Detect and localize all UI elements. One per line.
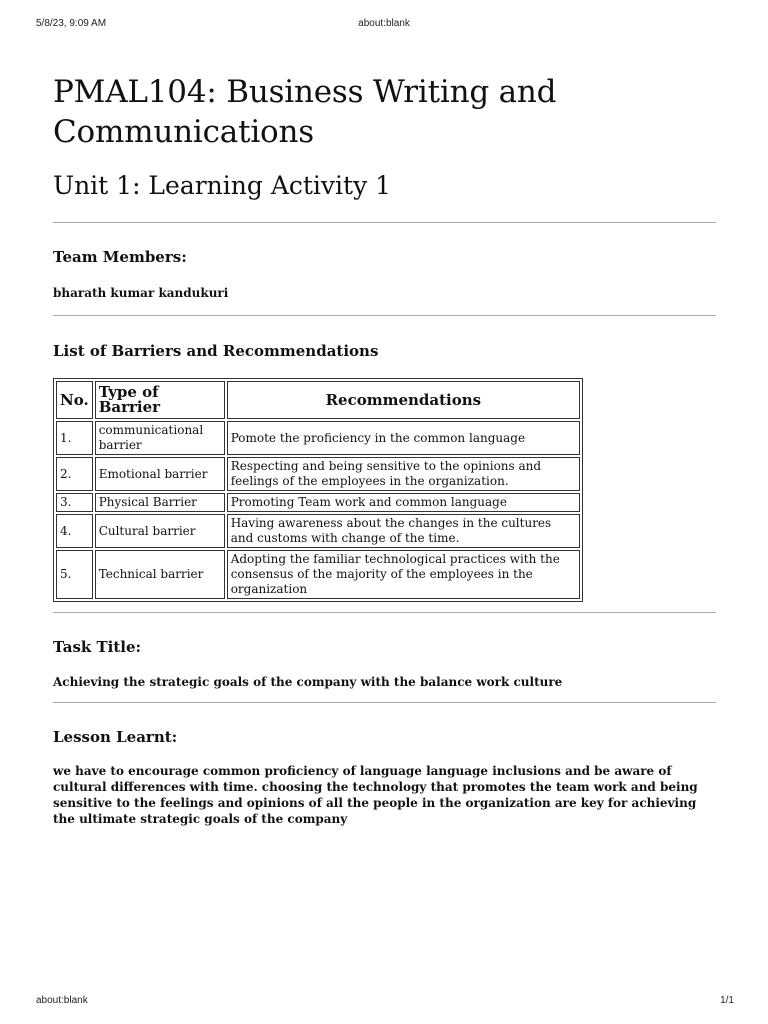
table-row: [56, 493, 580, 512]
lesson-learnt-heading: Lesson Learnt:: [53, 728, 178, 746]
print-datetime: 5/8/23, 9:09 AM: [36, 18, 107, 29]
barrier-type: Technical barrier: [95, 550, 225, 599]
unit-heading: Unit 1: Learning Activity 1: [53, 171, 392, 200]
barrier-recommendation: Promoting Team work and common language: [227, 493, 580, 512]
table-row: [56, 550, 580, 599]
row-number: 5.: [56, 550, 93, 599]
print-footer: [0, 992, 768, 1012]
divider: [53, 222, 716, 223]
barrier-type: Physical Barrier: [95, 493, 225, 512]
print-page-title: about:blank: [358, 18, 410, 29]
barrier-recommendation: Respecting and being sensitive to the opinions and feelings of the employees in the organization.: [227, 457, 580, 491]
task-title-text: Achieving the strategic goals of the company with the balance work culture: [53, 675, 563, 689]
document-body: [53, 72, 716, 827]
document-title: PMAL104: Business Writing and Communications: [53, 74, 557, 150]
barrier-recommendation: Adopting the familiar technological practices with the consensus of the majority of the employees in the organization: [227, 550, 580, 599]
barriers-heading: List of Barriers and Recommendations: [53, 342, 379, 360]
table-row: [56, 421, 580, 455]
barrier-type: Cultural barrier: [95, 514, 225, 548]
column-header-recommendations: Recommendations: [227, 381, 580, 419]
row-number: 1.: [56, 421, 93, 455]
table-row: [56, 514, 580, 548]
print-header: [0, 0, 768, 29]
column-header-no: No.: [56, 381, 93, 419]
task-title-heading: Task Title:: [53, 638, 142, 656]
lesson-learnt-text: we have to encourage common proficiency of language language inclusions and be aware of cultural differences with time. choosing the technology that promotes the team work and being sensitive to the feelings and opinions of all the people in the organization are key for achieving the ultimate strategic goals of the company: [53, 764, 698, 826]
divider: [53, 315, 716, 316]
print-page-number: 1/1: [720, 995, 734, 1006]
team-member-name: bharath kumar kandukuri: [53, 286, 229, 300]
barriers-table: [53, 378, 583, 602]
row-number: 2.: [56, 457, 93, 491]
divider: [53, 612, 716, 613]
print-footer-url: about:blank: [36, 995, 88, 1006]
barrier-type: Emotional barrier: [95, 457, 225, 491]
barrier-recommendation: Having awareness about the changes in the cultures and customs with change of the time.: [227, 514, 580, 548]
divider: [53, 702, 716, 703]
team-members-heading: Team Members:: [53, 248, 187, 266]
table-row: [56, 457, 580, 491]
row-number: 3.: [56, 493, 93, 512]
column-header-type: Type of Barrier: [95, 381, 225, 419]
table-header-row: [56, 381, 580, 419]
barrier-type: communicational barrier: [95, 421, 225, 455]
row-number: 4.: [56, 514, 93, 548]
barrier-recommendation: Pomote the proficiency in the common language: [227, 421, 580, 455]
